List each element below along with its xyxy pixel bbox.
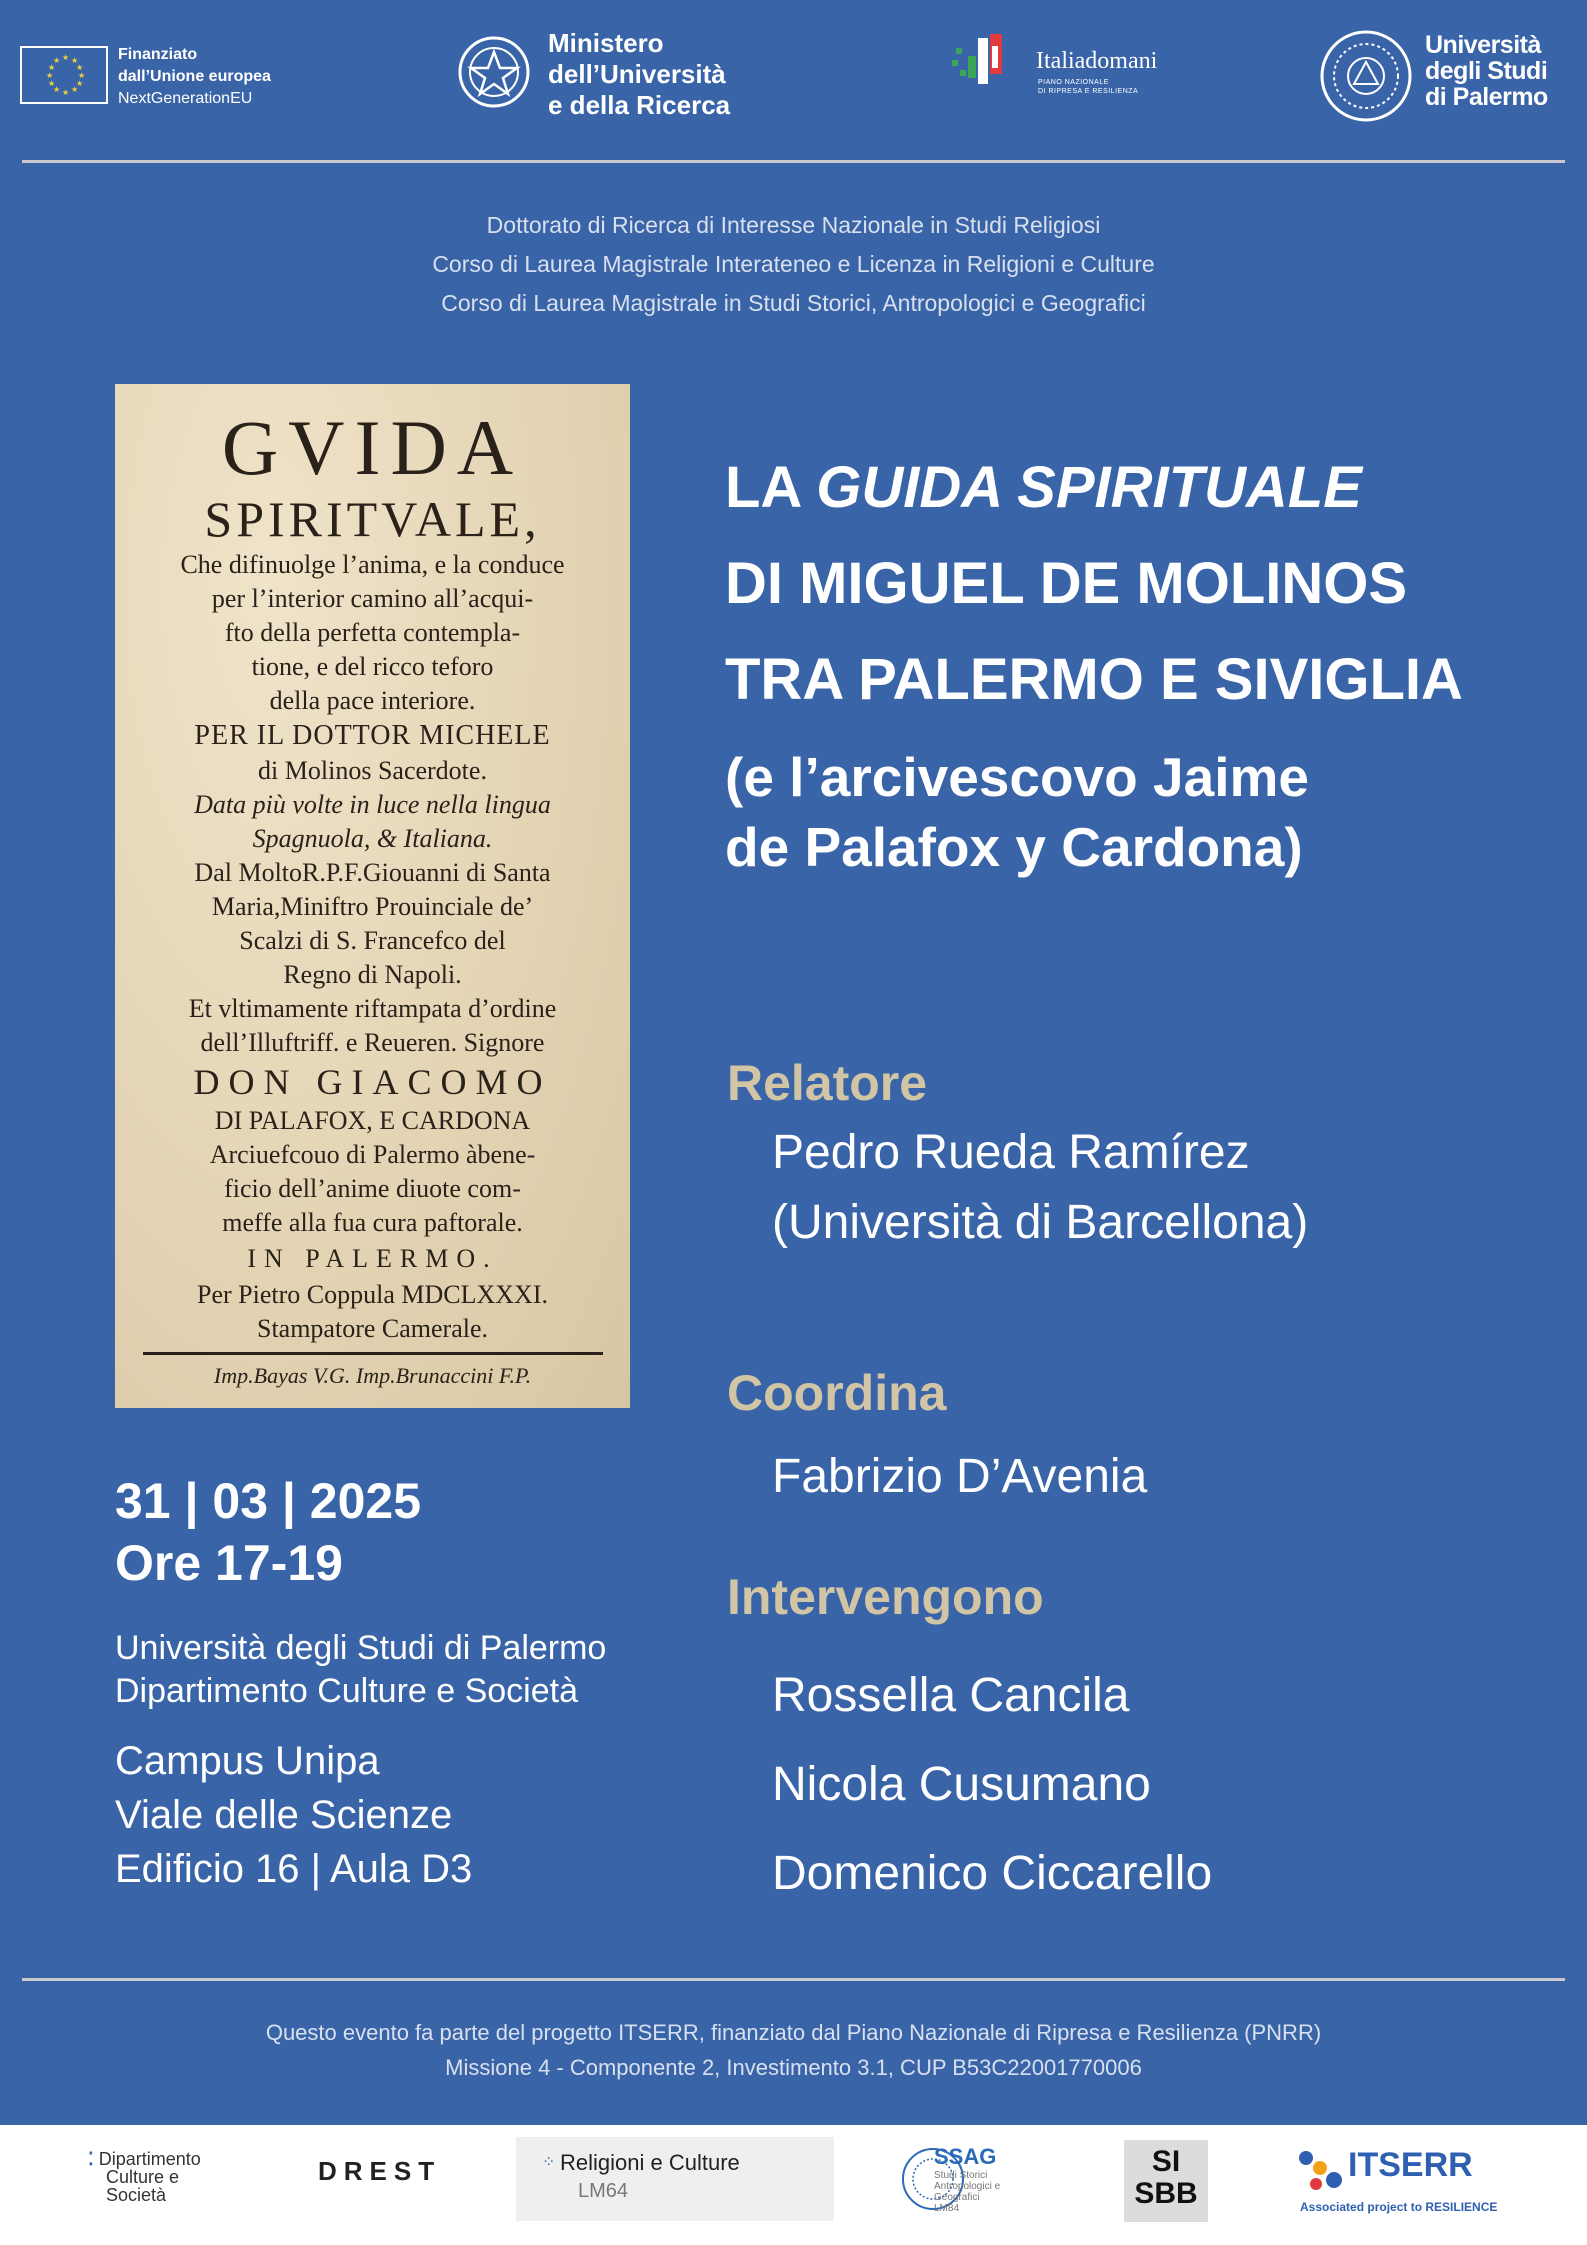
cover-rule	[143, 1352, 603, 1355]
unipa-name	[1425, 32, 1548, 110]
cover-line: per l’interior camino all’acqui-	[211, 584, 534, 613]
relatore-label: Relatore	[727, 1055, 928, 1111]
svg-text:★: ★	[46, 71, 54, 80]
event-time: Ore 17-19	[115, 1535, 343, 1591]
subtitle-line-2: de Palafox y Cardona)	[725, 816, 1303, 878]
course-line-1: Dottorato di Ricerca di Interesse Nazionale in Studi Religiosi	[486, 212, 1101, 238]
svg-text:★: ★	[76, 79, 84, 88]
italian-republic-emblem-icon	[455, 30, 533, 114]
cover-line: Maria,Miniftro Prouinciale de’	[211, 892, 534, 921]
course-line-3: Corso di Laurea Magistrale in Studi Storici, Antropologici e Geografici	[441, 290, 1146, 316]
dipartimento-logo	[88, 2150, 201, 2204]
svg-text:★: ★	[62, 88, 70, 97]
cover-line: ficio dell’anime diuote com-	[224, 1174, 521, 1203]
location-line-2: Viale delle Scienze	[115, 1793, 453, 1837]
relatore-block	[772, 1118, 1308, 1258]
dipartimento-line-2: Culture e	[106, 2167, 180, 2187]
book-cover-image	[115, 384, 630, 1408]
svg-text:★: ★	[53, 56, 61, 65]
itserr-subtitle: Associated project to RESILIENCE	[1300, 2200, 1498, 2214]
svg-text:★: ★	[76, 63, 84, 72]
religioni-culture-name: Religioni e Culture	[560, 2150, 740, 2175]
institution-line-1: Università degli Studi di Palermo	[115, 1629, 607, 1667]
title-line-1-prefix: LA	[725, 455, 817, 520]
svg-text:★: ★	[53, 85, 61, 94]
ministero-line-2: dell’Università	[548, 59, 726, 89]
ministero-name	[548, 28, 730, 121]
eu-funding-text	[118, 44, 271, 110]
svg-text:★: ★	[48, 79, 56, 88]
title-line-1	[725, 440, 1463, 536]
svg-text:★: ★	[71, 56, 79, 65]
cover-line: Spagnuola, & Italiana.	[252, 824, 493, 853]
event-subtitle	[725, 742, 1309, 882]
coordina-name: Fabrizio D’Avenia	[772, 1450, 1148, 1503]
cover-subtitle: SPIRITVALE,	[204, 491, 541, 547]
svg-text:★: ★	[62, 53, 70, 62]
cover-line: Che difinuolge l’anima, e la conduce	[180, 550, 565, 579]
dipartimento-dots-icon: ⁚	[88, 2149, 99, 2169]
event-location	[115, 1734, 472, 1896]
funding-line-1: Questo evento fa parte del progetto ITSERR, finanziato dal Piano Nazionale di Ripresa e Resilienza (PNRR)	[265, 2020, 1322, 2045]
italiadomani-sub-1: PIANO NAZIONALE	[1038, 79, 1109, 86]
ministero-line-3: e della Ricerca	[548, 90, 731, 120]
speaker-name: Rossella Cancila	[772, 1669, 1130, 1722]
ssag-subtitle: Studi Storici Antropologici e Geografici LM84	[934, 2170, 1001, 2214]
unipa-line-2: degli Studi	[1425, 57, 1548, 85]
cover-line: Stampatore Camerale.	[256, 1314, 489, 1343]
event-datetime	[115, 1470, 421, 1594]
italiadomani-sub-2: DI RIPRESA E RESILIENZA	[1038, 88, 1139, 95]
location-line-1: Campus Unipa	[115, 1739, 380, 1783]
cover-line: Arciuefcouo di Palermo àbene-	[209, 1140, 536, 1169]
speaker-name: Nicola Cusumano	[772, 1758, 1151, 1811]
unipa-seal-icon	[1318, 28, 1414, 124]
cover-don-giacomo: DON GIACOMO	[193, 1062, 552, 1102]
cover-imprimatur: Imp.Bayas V.G. Imp.Brunaccini F.P.	[213, 1363, 532, 1388]
funding-note	[0, 2015, 1587, 2085]
intervengono-label: Intervengono	[727, 1569, 1044, 1625]
cover-line: di Molinos Sacerdote.	[258, 756, 487, 785]
cover-author: PER IL DOTTOR MICHELE	[194, 720, 551, 751]
cover-line: tione, e del ricco teforo	[251, 652, 494, 681]
eu-line-1: Finanziato	[118, 46, 198, 63]
top-divider	[22, 160, 1565, 163]
italiadomani-flag-icon	[948, 30, 1028, 96]
sisbb-line-1: SI	[1151, 2145, 1181, 2178]
eu-line-3: NextGenerationEU	[118, 90, 253, 107]
drest-logo: DREST	[318, 2156, 442, 2186]
event-institution	[115, 1627, 606, 1713]
religioni-culture-code: LM64	[578, 2180, 629, 2202]
svg-text:★: ★	[78, 71, 86, 80]
ssag-name: SSAG	[934, 2144, 997, 2169]
course-line-2: Corso di Laurea Magistrale Interateneo e Licenza in Religioni e Culture	[432, 251, 1155, 277]
religioni-dots-icon: ⁘	[542, 2154, 556, 2171]
title-line-2: DI MIGUEL DE MOLINOS	[725, 551, 1408, 616]
cover-line: Scalzi di S. Francefco del	[239, 926, 506, 955]
speaker-name: Domenico Ciccarello	[772, 1847, 1213, 1900]
subtitle-line-1: (e l’arcivescovo Jaime	[725, 746, 1309, 808]
cover-line: della pace interiore.	[269, 686, 476, 715]
intervengono-list	[772, 1651, 1212, 1918]
cover-line: Regno di Napoli.	[283, 960, 462, 989]
itserr-name: ITSERR	[1348, 2146, 1473, 2184]
cover-line: Data più volte in luce nella lingua	[194, 790, 551, 819]
itserr-dots-icon	[1296, 2148, 1352, 2198]
relatore-name: Pedro Rueda Ramírez	[772, 1126, 1250, 1179]
cover-line: fto della perfetta contempla-	[224, 618, 521, 647]
cover-line: DI PALAFOX, E CARDONA	[214, 1106, 531, 1135]
relatore-affiliation: (Università di Barcellona)	[772, 1196, 1309, 1249]
cover-city: IN PALERMO.	[247, 1244, 498, 1273]
svg-text:★: ★	[71, 85, 79, 94]
title-line-3: TRA PALERMO E SIVIGLIA	[725, 647, 1463, 712]
cover-line: Et vltimamente riftampata d’ordine	[188, 994, 557, 1023]
sisbb-logo	[1124, 2140, 1208, 2222]
cover-line: Dal MoltoR.P.F.Giouanni di Santa	[194, 858, 551, 887]
eu-flag-icon	[20, 46, 108, 104]
italiadomani-subtitle	[1038, 78, 1138, 96]
eu-line-2: dall’Unione europea	[118, 68, 271, 85]
cover-line: meffe alla fua cura paftorale.	[222, 1208, 523, 1237]
sisbb-line-2: SBB	[1134, 2177, 1198, 2210]
cover-line: Per Pietro Coppula MDCLXXXI.	[197, 1280, 548, 1309]
ministero-line-1: Ministero	[548, 28, 664, 58]
bottom-divider	[22, 1978, 1565, 1981]
dipartimento-line-3: Società	[106, 2185, 167, 2205]
unipa-line-3: di Palermo	[1425, 83, 1548, 111]
svg-text:★: ★	[48, 63, 56, 72]
location-line-3: Edificio 16 | Aula D3	[115, 1847, 473, 1891]
dipartimento-line-1: Dipartimento	[98, 2149, 201, 2169]
event-date: 31 | 03 | 2025	[115, 1473, 422, 1529]
coordina-label: Coordina	[727, 1365, 947, 1421]
cover-line: dell’Illuftriff. e Reueren. Signore	[200, 1028, 545, 1057]
funding-line-2: Missione 4 - Componente 2, Investimento 3.1, CUP B53C22001770006	[445, 2055, 1142, 2080]
title-line-1-italic: GUIDA SPIRITUALE	[816, 455, 1362, 520]
cover-title: GVIDA	[221, 404, 524, 491]
course-list	[0, 206, 1587, 323]
unipa-line-1: Università	[1425, 31, 1541, 59]
institution-line-2: Dipartimento Culture e Società	[115, 1672, 579, 1710]
event-title	[725, 440, 1463, 728]
italiadomani-name: Italiadomani	[1036, 48, 1158, 74]
